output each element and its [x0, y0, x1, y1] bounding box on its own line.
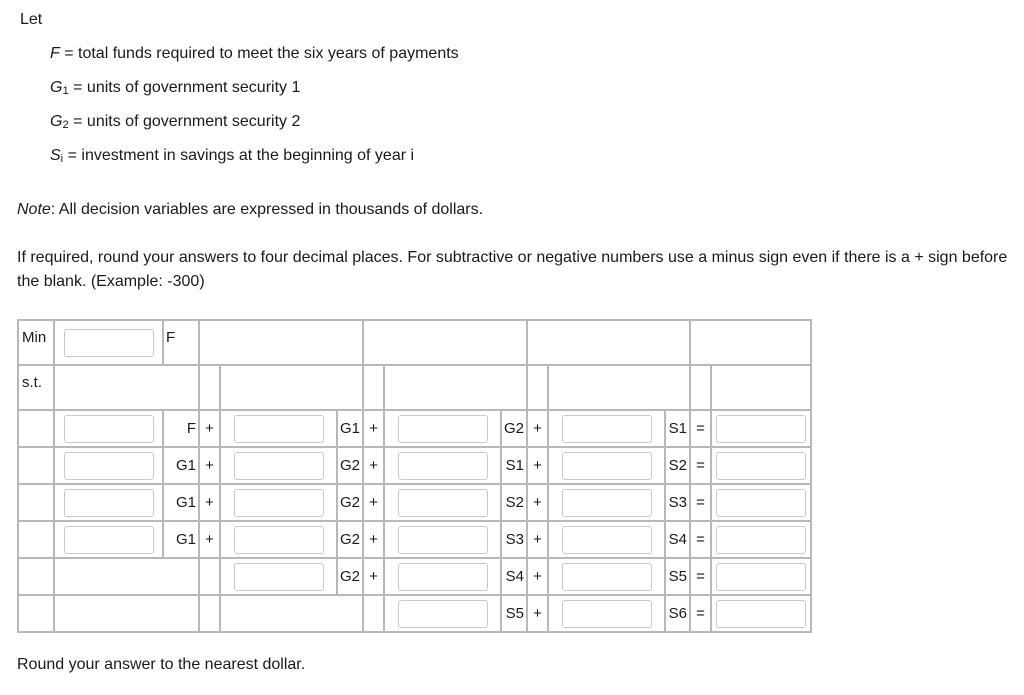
row-label-cell: [18, 484, 54, 521]
operator: +: [527, 595, 548, 632]
rhs-cell: [711, 410, 811, 447]
variable-label: G1: [163, 447, 199, 484]
coef-cell: [384, 410, 501, 447]
coef-cell: [384, 558, 501, 595]
rhs-cell: [711, 447, 811, 484]
row-label-cell: [18, 558, 54, 595]
variable-label: S1: [665, 410, 690, 447]
variable-label: S1: [501, 447, 527, 484]
def-symbol: S: [50, 147, 61, 164]
objective-var: F: [163, 320, 199, 365]
empty-cell: [363, 595, 384, 632]
coef-cell: [220, 447, 337, 484]
row-label-cell: [18, 447, 54, 484]
operator: +: [363, 484, 384, 521]
empty-cell: [199, 595, 220, 632]
operator: +: [527, 558, 548, 595]
coef-input-s4[interactable]: [562, 526, 652, 554]
note: [17, 198, 1017, 222]
empty-cell: [690, 320, 811, 365]
lp-model-table: [17, 319, 812, 633]
empty-cell: [527, 320, 690, 365]
variable-label: S5: [501, 595, 527, 632]
coef-cell: [54, 410, 163, 447]
variable-label: G2: [337, 484, 363, 521]
rhs-input[interactable]: [716, 415, 806, 443]
empty-cell: [711, 365, 811, 410]
def-symbol: G: [50, 113, 63, 130]
coef-input-s6[interactable]: [562, 600, 652, 628]
coef-input-s1[interactable]: [398, 452, 488, 480]
rhs-input[interactable]: [716, 563, 806, 591]
variable-label: G2: [337, 558, 363, 595]
coef-input-g2[interactable]: [234, 489, 324, 517]
operator: =: [690, 447, 711, 484]
rhs-input[interactable]: [716, 452, 806, 480]
operator: +: [199, 410, 220, 447]
coef-input-g2[interactable]: [234, 452, 324, 480]
variable-label: S5: [665, 558, 690, 595]
definition-si: [50, 147, 414, 165]
coef-cell: [54, 447, 163, 484]
instructions: If required, round your answers to four decimal places. For subtractive or negative numbers use a minus sign even if there is a + sign before the blank. (Example: -300): [17, 249, 1008, 290]
empty-cell: [363, 365, 384, 410]
coef-cell: [54, 521, 163, 558]
variable-label: S3: [501, 521, 527, 558]
coef-cell: [384, 484, 501, 521]
empty-cell: [384, 365, 527, 410]
coef-cell: [548, 521, 665, 558]
coef-input-s2[interactable]: [398, 489, 488, 517]
rhs-input[interactable]: [716, 489, 806, 517]
note-label: Note: [17, 201, 51, 218]
operator: +: [363, 521, 384, 558]
coef-input-g1[interactable]: [64, 489, 154, 517]
coef-cell: [548, 484, 665, 521]
coef-cell: [548, 410, 665, 447]
variable-label: S2: [665, 447, 690, 484]
variable-label: G1: [337, 410, 363, 447]
rhs-cell: [711, 558, 811, 595]
rhs-input[interactable]: [716, 526, 806, 554]
coef-input-f[interactable]: [64, 415, 154, 443]
operator: =: [690, 410, 711, 447]
footer-note: Round your answer to the nearest dollar.: [17, 656, 306, 673]
coef-cell: [548, 447, 665, 484]
rhs-cell: [711, 521, 811, 558]
note-text: : All decision variables are expressed in thousands of dollars.: [50, 201, 484, 218]
def-symbol: F: [50, 45, 60, 62]
row-label-cell: [18, 410, 54, 447]
coef-cell: [220, 410, 337, 447]
def-text: = investment in savings at the beginning of year i: [63, 147, 415, 164]
rhs-cell: [711, 484, 811, 521]
coef-input-g1[interactable]: [64, 526, 154, 554]
objective-coef-input[interactable]: [64, 329, 154, 357]
variable-label: G2: [337, 447, 363, 484]
constraint-row: [18, 521, 811, 558]
empty-cell: [54, 558, 199, 595]
operator: =: [690, 484, 711, 521]
variable-label: S3: [665, 484, 690, 521]
variable-label: G2: [501, 410, 527, 447]
empty-cell: [363, 320, 527, 365]
empty-cell: [199, 558, 220, 595]
coef-cell: [220, 484, 337, 521]
operator: +: [199, 447, 220, 484]
subject-to-label: s.t.: [18, 365, 54, 410]
definition-g1: [50, 79, 300, 97]
empty-cell: [220, 595, 363, 632]
def-text: = total funds required to meet the six years of payments: [59, 45, 459, 62]
coef-input-s5[interactable]: [562, 563, 652, 591]
empty-cell: [220, 365, 363, 410]
coef-cell: [220, 521, 337, 558]
coef-input-g2[interactable]: [398, 415, 488, 443]
empty-cell: [199, 320, 363, 365]
constraint-row: [18, 410, 811, 447]
coef-cell: [384, 447, 501, 484]
coef-input-s1[interactable]: [562, 415, 652, 443]
operator: +: [527, 410, 548, 447]
def-symbol: G: [50, 79, 63, 96]
empty-cell: [199, 365, 220, 410]
objective-row: [18, 320, 811, 365]
coef-input-s3[interactable]: [398, 526, 488, 554]
coef-input-g2[interactable]: [234, 526, 324, 554]
variable-label: G1: [163, 521, 199, 558]
def-subscript: 2: [62, 119, 69, 131]
operator: +: [363, 558, 384, 595]
constraint-row: [18, 595, 811, 632]
let-label: Let: [20, 11, 43, 28]
coef-cell: [384, 595, 501, 632]
operator: +: [363, 447, 384, 484]
def-subscript: i: [60, 153, 64, 165]
coef-input-g2[interactable]: [234, 563, 324, 591]
definition-g2: [50, 113, 300, 131]
constraint-row: [18, 484, 811, 521]
operator: =: [690, 521, 711, 558]
operator: =: [690, 558, 711, 595]
def-text: = units of government security 2: [68, 113, 301, 130]
coef-cell: [384, 521, 501, 558]
operator: +: [527, 447, 548, 484]
operator: +: [199, 484, 220, 521]
empty-cell: [54, 365, 199, 410]
rhs-cell: [711, 595, 811, 632]
empty-cell: [690, 365, 711, 410]
rhs-input[interactable]: [716, 600, 806, 628]
operator: +: [363, 410, 384, 447]
variable-label: S4: [501, 558, 527, 595]
operator: +: [527, 484, 548, 521]
constraint-row: [18, 447, 811, 484]
coef-cell: [54, 484, 163, 521]
coef-input-s4[interactable]: [398, 563, 488, 591]
empty-cell: [54, 595, 199, 632]
def-text: = units of government security 1: [68, 79, 301, 96]
variable-label: F: [163, 410, 199, 447]
min-label: Min: [18, 320, 54, 365]
operator: +: [527, 521, 548, 558]
variable-label: S2: [501, 484, 527, 521]
row-label-cell: [18, 521, 54, 558]
coef-input-s5[interactable]: [398, 600, 488, 628]
def-subscript: 1: [62, 85, 69, 97]
objective-coef-cell: [54, 320, 163, 365]
coef-cell: [548, 558, 665, 595]
variable-label: S6: [665, 595, 690, 632]
empty-cell: [548, 365, 690, 410]
subject-to-row: [18, 365, 811, 410]
variable-label: S4: [665, 521, 690, 558]
operator: =: [690, 595, 711, 632]
coef-input-s3[interactable]: [562, 489, 652, 517]
coef-input-g1[interactable]: [64, 452, 154, 480]
coef-input-g1[interactable]: [234, 415, 324, 443]
variable-label: G2: [337, 521, 363, 558]
empty-cell: [527, 365, 548, 410]
variable-label: G1: [163, 484, 199, 521]
coef-input-s2[interactable]: [562, 452, 652, 480]
coef-cell: [220, 558, 337, 595]
coef-cell: [548, 595, 665, 632]
row-label-cell: [18, 595, 54, 632]
constraint-row: [18, 558, 811, 595]
operator: +: [199, 521, 220, 558]
definition-f: [50, 45, 459, 63]
